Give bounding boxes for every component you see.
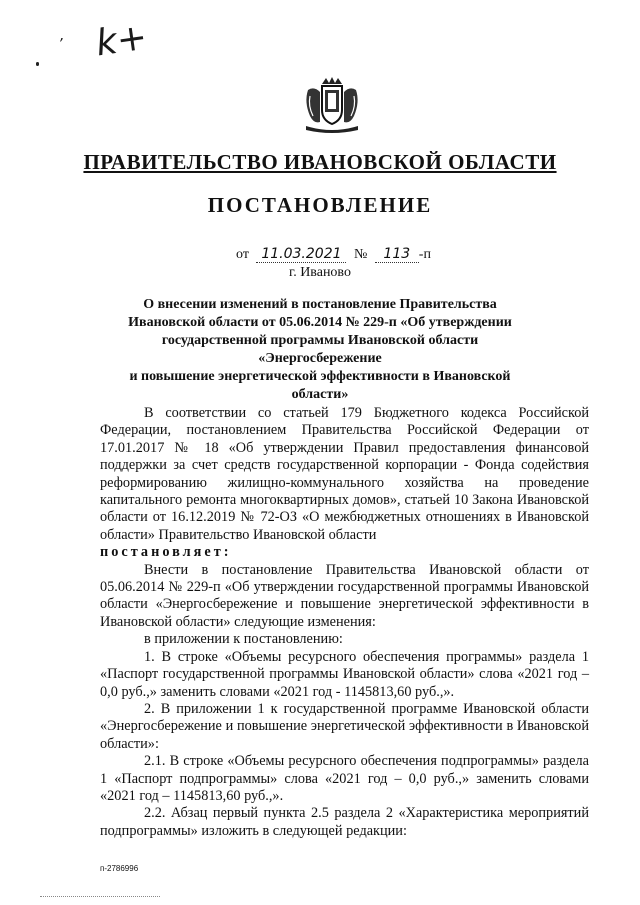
document-type-title: ПОСТАНОВЛЕНИЕ bbox=[207, 193, 433, 217]
decree-body bbox=[100, 405, 589, 840]
body-paragraph-item-2-1: 2.1. В строке «Объемы ресурсного обеспечения подпрограммы» раздела 1 «Паспорт подпрограммы» слова «2021 год – 0,0 руб.,» заменить словами «2021 год – 1145813,60 руб.,». bbox=[100, 753, 589, 804]
decree-word: постановляет: bbox=[100, 544, 232, 561]
city-line: г. Иваново bbox=[289, 265, 351, 280]
subject-line-1: О внесении изменений в постановление Правительства bbox=[143, 297, 497, 312]
body-paragraph-amend: Внести в постановление Правительства Ивановской области от 05.06.2014 № 229-п «Об утверждении государственной программы Ивановской области «Энергосбережение и повышение энергетической эффективности в Ивановской области» следующие изменения: bbox=[100, 561, 589, 630]
scan-artifact-line bbox=[40, 896, 160, 898]
number-suffix: -п bbox=[418, 247, 431, 262]
body-paragraph-item-1: 1. В строке «Объемы ресурсного обеспечения программы» раздела 1 «Паспорт государственной программы Ивановской области» слова «2021 год – 0,0 руб.,» заменить словами «2021 год - 1145813,60 руб.,». bbox=[100, 648, 589, 700]
subject-line-2: Ивановской области от 05.06.2014 № 229-п «Об утверждении bbox=[128, 315, 512, 330]
subject-line-4: и повышение энергетической эффективности в Ивановской области» bbox=[129, 369, 511, 402]
document-code: п-2786996 bbox=[100, 864, 139, 873]
government-title: ПРАВИТЕЛЬСТВО ИВАНОВСКОЙ ОБЛАСТИ bbox=[83, 150, 557, 174]
decree-subject bbox=[100, 296, 540, 404]
handwritten-mark: k+ bbox=[93, 16, 150, 65]
coat-of-arms-emblem bbox=[300, 76, 364, 136]
handwritten-tick: , bbox=[60, 28, 65, 44]
coat-of-arms-icon bbox=[300, 76, 364, 136]
handwritten-dot bbox=[36, 62, 39, 66]
number-label: № bbox=[353, 247, 368, 262]
body-paragraph-item-2-2: 2.2. Абзац первый пункта 2.5 раздела 2 «Характеристика мероприятий подпрограммы» изложить в следующей редакции: bbox=[100, 805, 589, 839]
date-number-line bbox=[236, 246, 431, 263]
body-paragraph-appendix: в приложении к постановлению: bbox=[144, 631, 343, 648]
from-label: от bbox=[236, 247, 249, 262]
body-paragraph-preamble: В соответствии со статьей 179 Бюджетного кодекса Российской Федерации, постановлением Правительства Российской Федерации от 17.01.2017 № 18 «Об утверждении Правил предоставления финансовой поддержки за счет средств государственной корпорации - Фонда содействия реформированию жилищно-коммунального хозяйства на проведение капитального ремонта многоквартирных домов», статьей 10 Закона Ивановской области от 16.12.2019 № 72-ОЗ «О межбюджетных отношениях в Ивановской области» Правительство Ивановской области bbox=[100, 405, 589, 543]
decree-date: 11.03.2021 bbox=[256, 246, 346, 263]
subject-line-3: государственной программы Ивановской области «Энергосбережение bbox=[161, 333, 479, 366]
decree-number: 113 bbox=[375, 246, 419, 263]
body-paragraph-item-2: 2. В приложении 1 к государственной программе Ивановской области «Энергосбережение и повышение энергетической эффективности в Ивановской области»: bbox=[100, 700, 589, 752]
